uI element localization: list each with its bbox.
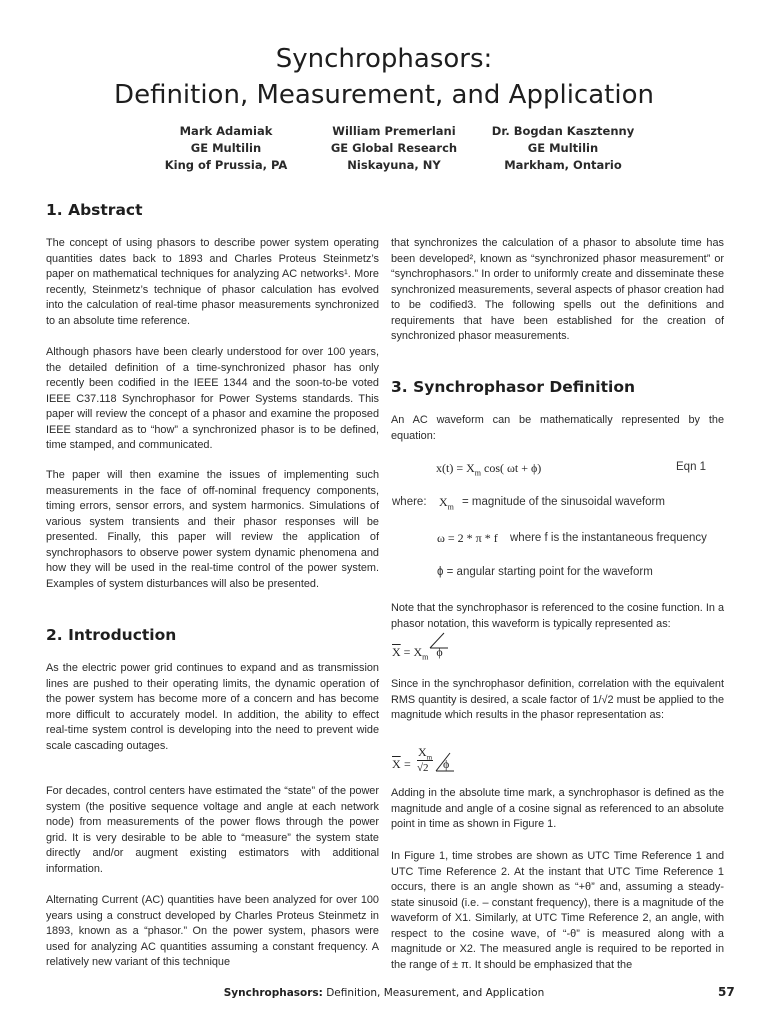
definition-paragraph-5: In Figure 1, time strobes are shown as UTC Time Reference 1 and UTC Time Reference 2. At the instant that UTC Time Reference 1 occurs, there is an angle shown as “+θ” and, assuming a steady-state sinusoid (i.e. – constant frequency), there is a magnitude of the waveform of X1. Similarly, at UTC Time Reference 2, an angle, with respect to the cosine wave, of “-θ” is measured along with a magnitude or X2. The measured angle is required to be reported in the range of ± π. It should be emphasized that the [391, 850, 724, 971]
page-number: 57 [718, 985, 735, 999]
definition-paragraph-2: Note that the synchrophasor is referenced to the cosine function. In a phasor notation, this waveform is typically represented as: [391, 602, 724, 630]
definition-paragraph-3: Since in the synchrophasor definition, correlation with the equivalent RMS quantity is desired, a scale factor of 1/√2 must be applied to the magnitude which results in the phasor representation as: [391, 678, 724, 722]
xm-definition: = magnitude of the sinusoidal waveform [462, 496, 665, 508]
abstract-paragraph-2: Although phasors have been clearly understood for over 100 years, the detailed definition of a time-synchronized phasor has only recently been codified in the IEEE 1344 and the soon-to-be voted IEEE C37.118 Synchrophasor for Power Systems standards. This paper will review the concept of a phasor and examine the proposed IEEE standard as to “how” a synchronized phasor is to be defined, time stamped, and communicated. [46, 346, 379, 452]
author-name: William Premerlani [332, 124, 456, 138]
intro-paragraph-3: Alternating Current (AC) quantities have been analyzed for over 100 years using a construct developed by Charles Proteus Steinmetz in 1893, known as a “phasor.” On the power system, phasors were used for analyzing AC quantities assuming a constant frequency. A relatively new variant of this technique [46, 894, 379, 969]
page-title-line2: Definition, Measurement, and Application [114, 80, 654, 110]
abstract-paragraph-3: The paper will then examine the issues of implementing such measurements in the face of off-nominal frequency components, timing errors, sensor errors, and system harmonics. Simulations of various system transients and their phasor responses will be presented. Finally, this paper will review the application of synchrophasors to observe power system dynamic phenomena and how they will be used in the real-time control of the power system. Examples of system disturbances will also be presented. [46, 469, 379, 590]
footer-text: Definition, Measurement, and Application [322, 987, 545, 999]
where-label: where: [392, 496, 427, 508]
omega-description: where f is the instantaneous frequency [510, 532, 707, 544]
equation-1: $x(t) = X_m$ cos( ωt + ϕ) [436, 461, 542, 478]
xm-symbol: $X_m$ [439, 495, 454, 512]
phi-definition: ϕ = angular starting point for the waveform [437, 566, 653, 578]
continued-paragraph: that synchronizes the calculation of a phasor to absolute time has been developed², known as “synchronized phasor measurement” or “synchrophasors.” In order to uniformly create and disseminate these synchronized measurements, several aspects of phasor creation had to be codified3. The following spells out the definitions and requirements that have been established for the creation of synchronized phasor measurements. [391, 237, 724, 343]
omega-definition: ω = 2 * π * f [437, 531, 498, 545]
intro-paragraph-2: For decades, control centers have estimated the “state” of the power system (the positive sequence voltage and angle at each network node) from measurements of the power flows through the power grid. It is very desirable to be able to “measure” the system state directly and/or augment existing estimators with additional information. [46, 785, 379, 875]
section-heading-definition: 3. Synchrophasor Definition [391, 378, 636, 396]
author-name: Dr. Bogdan Kasztenny [491, 124, 635, 138]
author-org: GE Multilin [190, 141, 262, 155]
author-location: Niskayuna, NY [347, 158, 441, 172]
phasor-notation: $\overline{X} = X_m$ ϕ [392, 645, 450, 661]
equation-1-label: Eqn 1 [676, 461, 707, 473]
section-heading-abstract: 1. Abstract [46, 201, 143, 219]
page-footer [0, 987, 768, 999]
author-location: King of Prussia, PA [164, 158, 288, 172]
author-3 [453, 123, 673, 174]
author-name: Mark Adamiak [179, 124, 273, 138]
definition-paragraph-4: Adding in the absolute time mark, a synchrophasor is defined as the magnitude and angle of a cosine signal as referenced to an absolute point in time as shown in Figure 1. [391, 787, 724, 831]
author-location: Markham, Ontario [504, 158, 622, 172]
footer-bold: Synchrophasors: [223, 987, 323, 999]
abstract-paragraph-1: The concept of using phasors to describe power system operating quantities dates back to 1893 and Charles Proteus Steinmetz’s paper on mathematical techniques for analyzing AC networks¹. More recently, Steinmetz’s technique of phasor calculation has evolved into the calculation of real-time phasor measurements synchronized to an absolute time reference. [46, 237, 379, 327]
definition-paragraph-1: An AC waveform can be mathematically represented by the equation: [391, 414, 724, 442]
author-org: GE Multilin [527, 141, 599, 155]
author-org: GE Global Research [330, 141, 458, 155]
page-title-line1: Synchrophasors: [275, 44, 493, 74]
intro-paragraph-1: As the electric power grid continues to expand and as transmission lines are pushed to their operating limits, the dynamic operation of the power system has become more of a concern and has become more difficult to accurately model. In addition, the ability to effect real-time system control is developing into the need to prevent wide scale cascading outages. [46, 662, 379, 752]
section-heading-introduction: 2. Introduction [46, 626, 177, 644]
